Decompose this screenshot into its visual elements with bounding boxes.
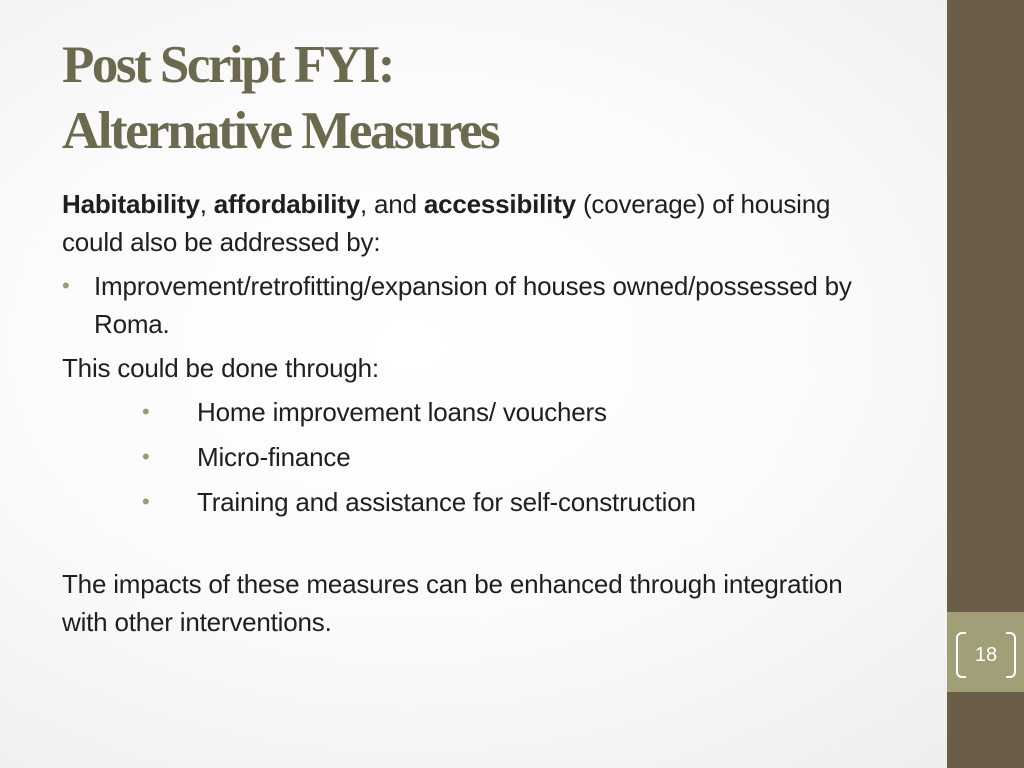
bullet-line-1: Improvement/retrofitting/expansion of houses owned/possessed by [94, 271, 852, 301]
slide-title [62, 32, 498, 164]
sub-item [62, 483, 1022, 521]
sub-item-label: Home improvement loans/ vouchers [197, 397, 607, 427]
through-label: This could be done through: [62, 353, 379, 383]
sub-list [62, 393, 1022, 521]
closing-line-2: with other interventions. [62, 607, 332, 637]
sub-item [62, 393, 1022, 431]
term-affordability: affordability [213, 189, 360, 219]
sub-bullet-icon: • [142, 444, 150, 469]
bullet-line-2: Roma. [94, 309, 170, 339]
slide-content [62, 185, 1022, 641]
sub-bullet-icon: • [142, 489, 150, 514]
closing-line-1: The impacts of these measures can be enhanced through integration [62, 569, 843, 599]
bullet-item [62, 267, 1022, 343]
title-line-1: Post Script FYI: [62, 36, 393, 94]
bullet-icon: • [62, 273, 70, 298]
intro-paragraph [62, 185, 1022, 261]
intro-rest: (coverage) of housing [575, 189, 831, 219]
page-number: 18 [974, 644, 998, 666]
title-line-2: Alternative Measures [62, 102, 499, 160]
intro-separator-2: , and [360, 189, 424, 219]
term-accessibility: accessibility [423, 189, 576, 219]
sub-item-label: Training and assistance for self-construction [197, 487, 696, 517]
sub-item [62, 438, 1022, 476]
intro-separator-1: , [199, 189, 214, 219]
closing-paragraph [62, 565, 1022, 641]
term-habitability: Habitability [62, 189, 200, 219]
sub-bullet-icon: • [142, 399, 150, 424]
sub-item-label: Micro-finance [197, 442, 351, 472]
intro-line-2: could also be addressed by: [62, 227, 381, 257]
